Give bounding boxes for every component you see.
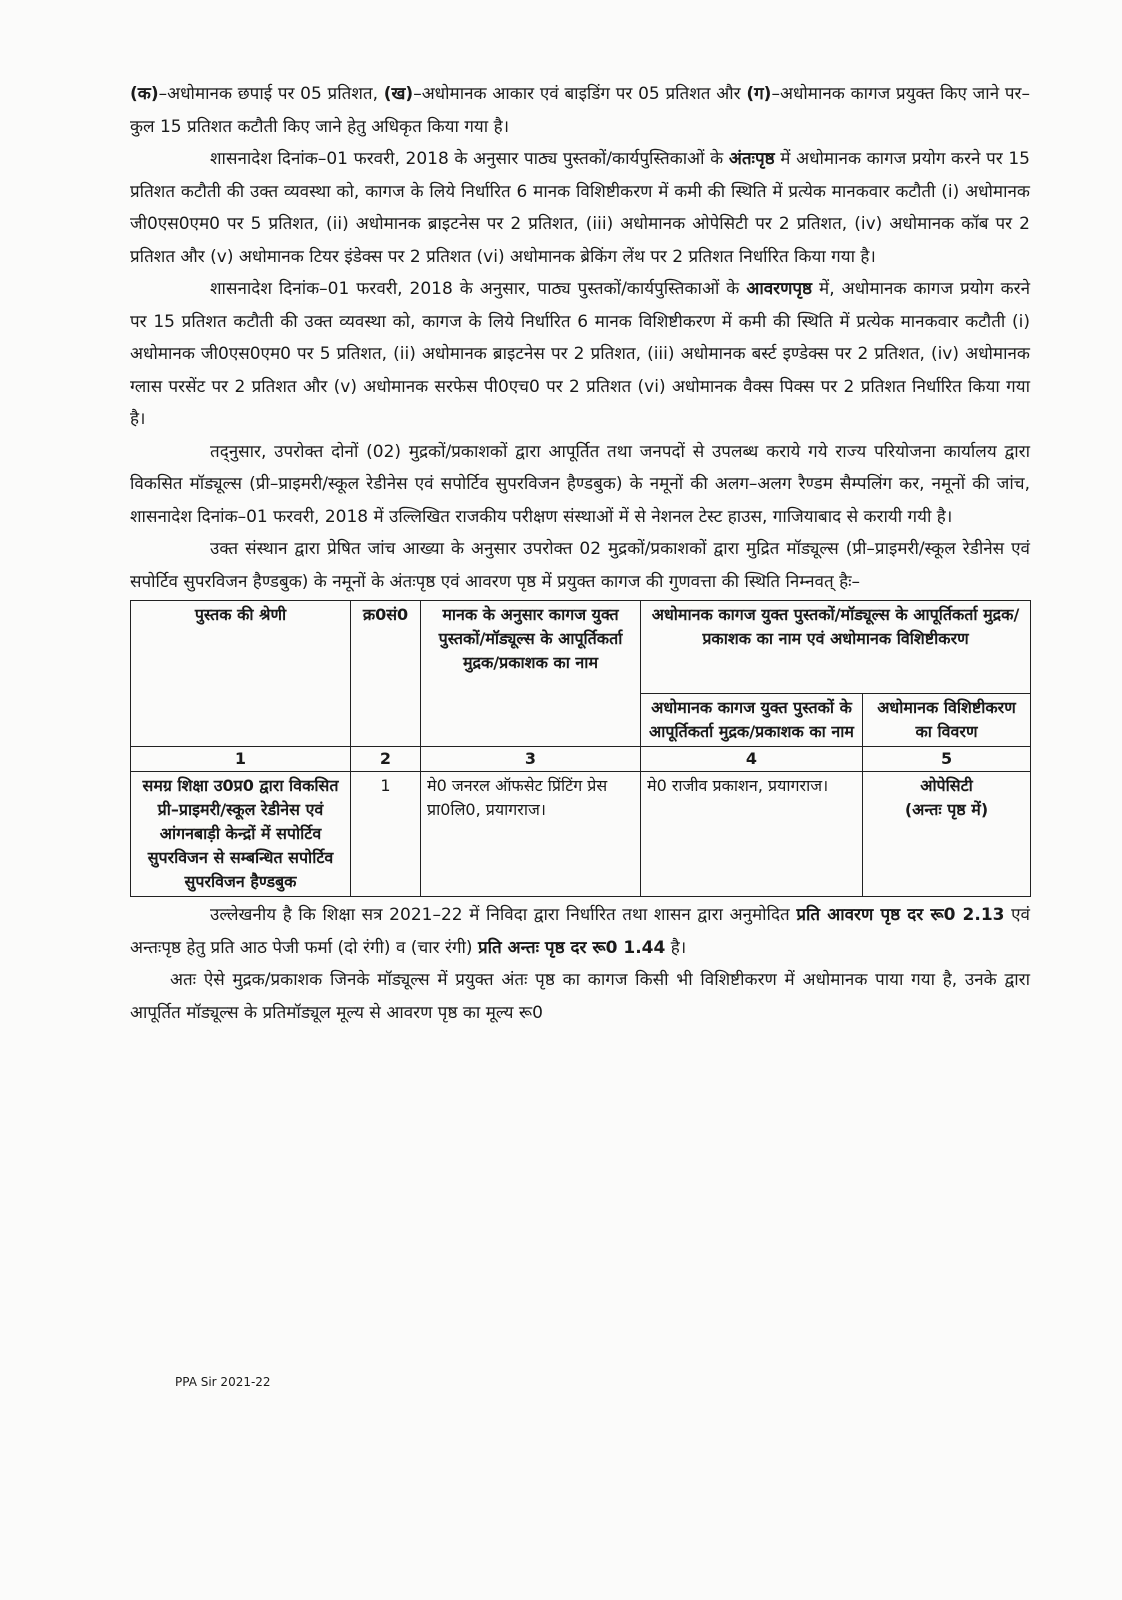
header-substandard-spec: अधोमानक विशिष्टीकरण का विवरण — [863, 694, 1031, 747]
label-ka: (क) — [130, 84, 159, 104]
header-serial: क्र0सं0 — [351, 601, 421, 747]
paragraph-deduction-categories: (क)–अधोमानक छपाई पर 05 प्रतिशत, (ख)–अधोमानक आकार एवं बाइडिंग पर 05 प्रतिशत और (ग)–अधोमानक कागज प्रयुक्त किए जाने पर–कुल 15 प्रतिशत कटौती किए जाने हेतु अधिकृत किया गया है। — [130, 84, 1030, 137]
column-number-2: 2 — [351, 747, 421, 772]
paragraph-cover-page-order: शासनादेश दिनांक–01 फरवरी, 2018 के अनुसार, पाठ्य पुस्तकों/कार्यपुस्तिकाओं के आवरणपृष्ठ में, अधोमानक कागज प्रयोग करने पर 15 प्रतिशत कटौती की उक्त व्यवस्था को, कागज के लिये निर्धारित 6 मानक विशिष्टीकरण में कमी की स्थिति में प्रत्येक मानकवार कटौती (i) अधोमानक जी0एस0एम0 पर 5 प्रतिशत, (ii) अधोमानक ब्राइटनेस पर 2 प्रतिशत, (iii) अधोमानक बर्स्ट इण्डेक्स पर 2 प्रतिशत, (iv) अधोमानक ग्लास परसेंट पर 2 प्रतिशत और (v) अधोमानक सरफेस पी0एच0 पर 2 प्रतिशत (vi) अधोमानक वैक्स पिक्स पर 2 प्रतिशत निर्धारित किया गया है। — [130, 279, 1031, 429]
table-row — [131, 772, 1031, 897]
header-category: पुस्तक की श्रेणी — [131, 601, 351, 747]
footer-label: PPA Sir 2021-22 — [175, 1375, 271, 1389]
table-header-row — [131, 601, 1031, 694]
label-ga: (ग) — [746, 84, 772, 104]
column-number-4: 4 — [641, 747, 863, 772]
column-number-5: 5 — [863, 747, 1031, 772]
cell-serial: 1 — [351, 772, 421, 897]
header-substandard-group: अधोमानक कागज युक्त पुस्तकों/मॉड्यूल्स के आपूर्तिकर्ता मुद्रक/प्रकाशक का नाम एवं अधोमानक विशिष्टीकरण — [641, 601, 1031, 694]
paragraph-inner-page-order: शासनादेश दिनांक–01 फरवरी, 2018 के अनुसार पाठ्य पुस्तकों/कार्यपुस्तिकाओं के अंतःपृष्ठ में अधोमानक कागज प्रयोग करने पर 15 प्रतिशत कटौती की उक्त व्यवस्था को, कागज के लिये निर्धारित 6 मानक विशिष्टीकरण में कमी की स्थिति में प्रत्येक मानकवार कटौती (i) अधोमानक जी0एस0एम0 पर 5 प्रतिशत, (ii) अधोमानक ब्राइटनेस पर 2 प्रतिशत, (iii) अधोमानक ओपेसिटी पर 2 प्रतिशत, (iv) अधोमानक कॉब पर 2 प्रतिशत और (v) अधोमानक टियर इंडेक्स पर 2 प्रतिशत (vi) अधोमानक ब्रेकिंग लेंथ पर 2 प्रतिशत निर्धारित किया गया है। — [130, 149, 1030, 267]
paragraph-sampling: तद्नुसार, उपरोक्त दोनों (02) मुद्रकों/प्रकाशकों द्वारा आपूर्तित तथा जनपदों से उपलब्ध कराये गये राज्य परियोजना कार्यालय द्वारा विकसित मॉड्यूल्स (प्री–प्राइमरी/स्कूल रेडीनेस एवं सपोर्टिव सुपरविजन हैण्डबुक) के नमूनों की अलग–अलग रैण्डम सैम्पलिंग कर, नमूनों की जांच, शासनादेश दिनांक–01 फरवरी, 2018 में उल्लिखित राजकीय परीक्षण संस्थाओं में से नेशनल टेस्ट हाउस, गाजियाबाद से करायी गयी है। — [130, 441, 1030, 527]
paragraph-conclusion: अतः ऐसे मुद्रक/प्रकाशक जिनके मॉड्यूल्स में प्रयुक्त अंतः पृष्ठ का कागज किसी भी विशिष्टीकरण में अधोमानक पाया गया है, उनके द्वारा आपूर्तित मॉड्यूल्स के प्रतिमॉड्यूल मूल्य से आवरण पृष्ठ का मूल्य रू0 — [130, 970, 1030, 1023]
cell-standard-supplier: मे0 जनरल ऑफसेट प्रिंटिंग प्रेस प्रा0लि0, प्रयागराज। — [421, 772, 641, 897]
column-number-3: 3 — [421, 747, 641, 772]
cell-category: समग्र शिक्षा उ0प्र0 द्वारा विकसित प्री–प्राइमरी/स्कूल रेडीनेस एवं आंगनबाड़ी केन्द्रों में सपोर्टिव सुपरविजन से सम्बन्धित सपोर्टिव सुपरविजन हैण्डबुक — [131, 772, 351, 897]
header-standard-supplier: मानक के अनुसार कागज युक्त पुस्तकों/मॉड्यूल्स के आपूर्तिकर्ता मुद्रक/प्रकाशक का नाम — [421, 601, 641, 747]
paragraph-rates: उल्लेखनीय है कि शिक्षा सत्र 2021–22 में निविदा द्वारा निर्धारित तथा शासन द्वारा अनुमोदित प्रति आवरण पृष्ठ दर रू0 2.13 एवं अन्तःपृष्ठ हेतु प्रति आठ पेजी फर्मा (दो रंगी) व (चार रंगी) प्रति अन्तः पृष्ठ दर रू0 1.44 है। — [130, 905, 1030, 958]
cell-substandard-spec: ओपेसिटी (अन्तः पृष्ठ में) — [863, 772, 1031, 897]
table-column-number-row — [131, 747, 1031, 772]
document-body — [130, 78, 1030, 1029]
paragraph-test-report: उक्त संस्थान द्वारा प्रेषित जांच आख्या के अनुसार उपरोक्त 02 मुद्रकों/प्रकाशकों द्वारा मुद्रित मॉड्यूल्स (प्री–प्राइमरी/स्कूल रेडीनेस एवं सपोर्टिव सुपरविजन हैण्डबुक) के नमूनों के अंतःपृष्ठ एवं आवरण पृष्ठ में प्रयुक्त कागज की गुणवत्ता की स्थिति निम्नवत् हैः– — [130, 539, 1030, 592]
header-substandard-supplier: अधोमानक कागज युक्त पुस्तकों के आपूर्तिकर्ता मुद्रक/प्रकाशक का नाम — [641, 694, 863, 747]
quality-table — [130, 600, 1031, 897]
label-kha: (ख) — [383, 84, 414, 104]
column-number-1: 1 — [131, 747, 351, 772]
cell-substandard-supplier: मे0 राजीव प्रकाशन, प्रयागराज। — [641, 772, 863, 897]
